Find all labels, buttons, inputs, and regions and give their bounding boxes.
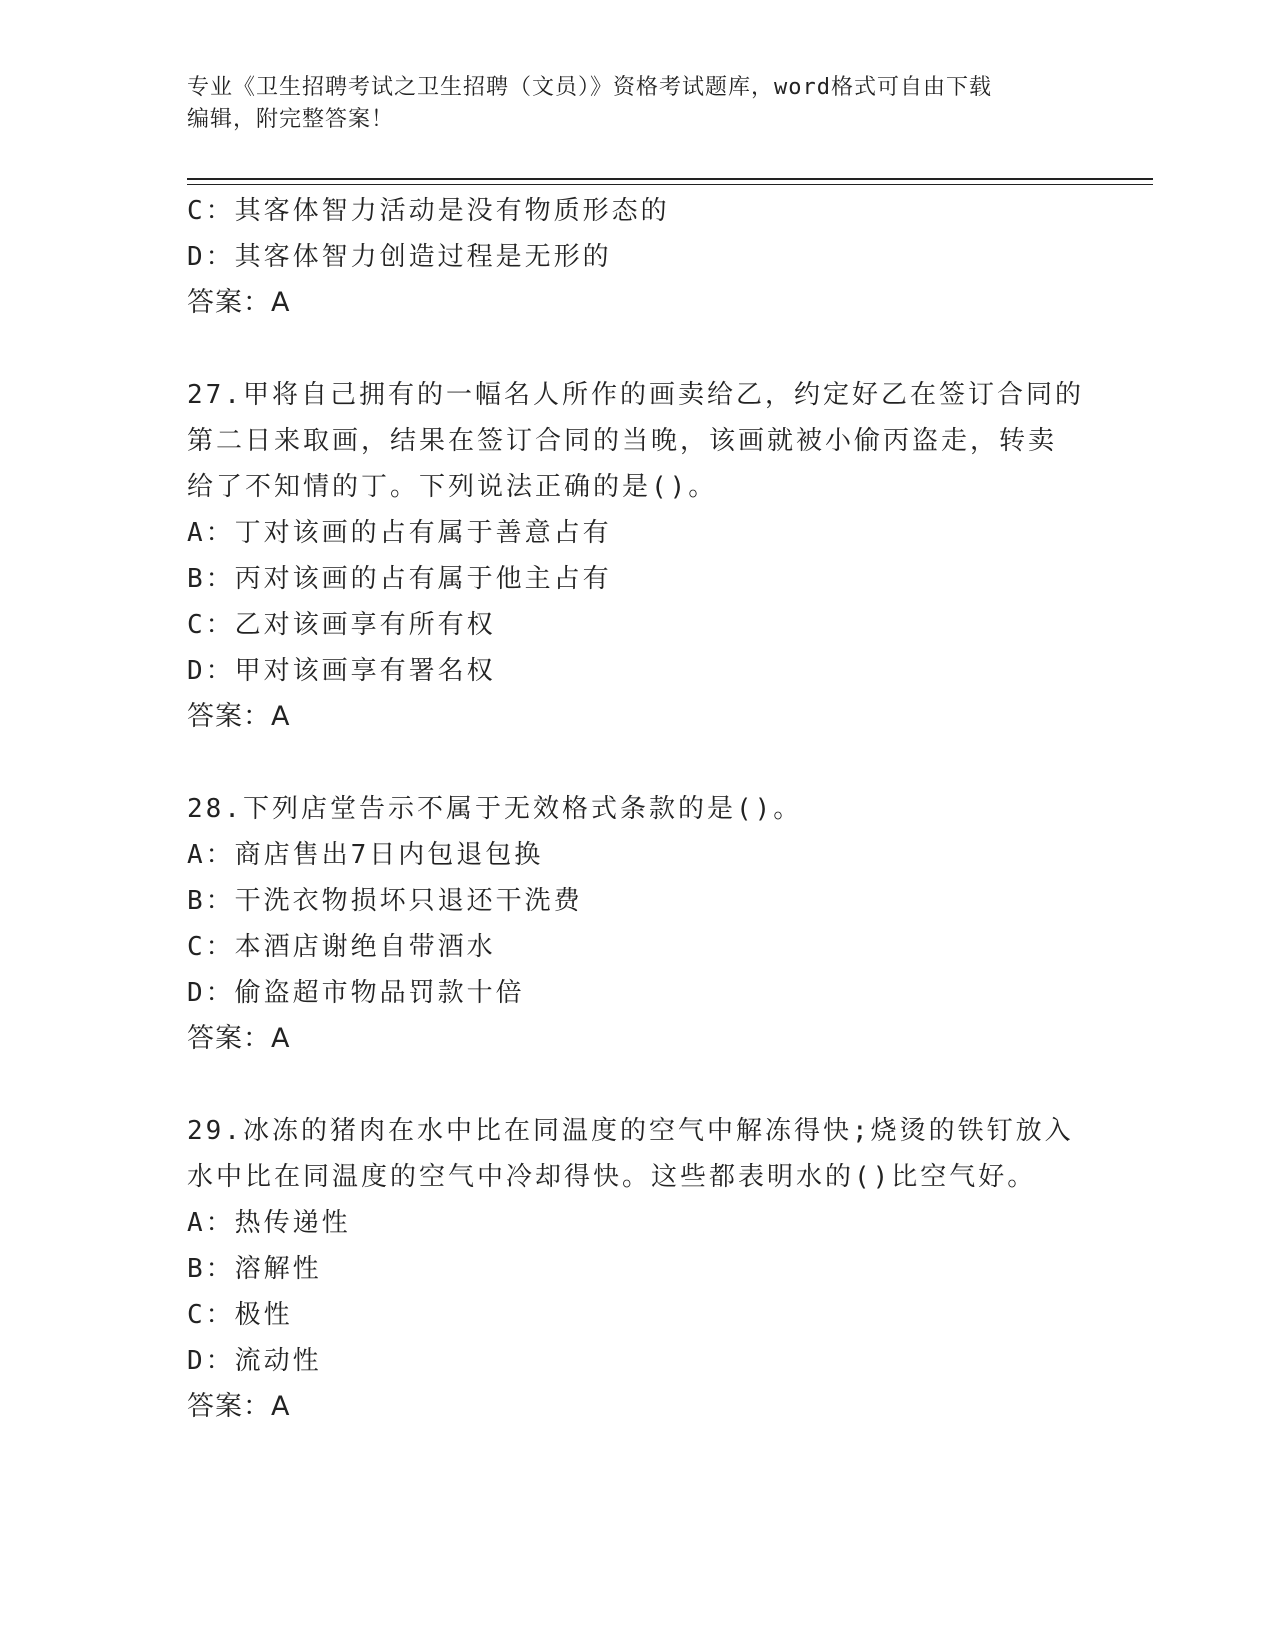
option-a: A：丁对该画的占有属于善意占有 (187, 518, 612, 548)
option-c: C：本酒店谢绝自带酒水 (187, 932, 496, 962)
header-line-2: 编辑，附完整答案！ (187, 107, 395, 132)
header-rule-thick (187, 178, 1153, 180)
question-text-line-1: 29.冰冻的猪肉在水中比在同温度的空气中解冻得快;烧烫的铁钉放入 (187, 1116, 1074, 1146)
option-c: C：其客体智力活动是没有物质形态的 (187, 196, 670, 226)
question-29 (187, 1108, 1087, 1430)
answer-line: 答案：A (187, 701, 291, 732)
header-rule-thin (187, 184, 1153, 185)
question-text-line-1: 28.下列店堂告示不属于无效格式条款的是()。 (187, 794, 803, 824)
question-text-line-3: 给了不知情的丁。下列说法正确的是()。 (187, 472, 718, 502)
spacer (187, 326, 1087, 372)
option-d: D：甲对该画享有署名权 (187, 656, 496, 686)
answer-line: 答案：A (187, 1391, 291, 1422)
header-line-1: 专业《卫生招聘考试之卫生招聘（文员）》资格考试题库，word格式可自由下载 (187, 75, 992, 100)
option-b: B：溶解性 (187, 1254, 322, 1284)
question-27 (187, 372, 1087, 740)
option-c: C：极性 (187, 1300, 293, 1330)
spacer (187, 1062, 1087, 1108)
spacer (187, 740, 1087, 786)
answer-line: 答案：A (187, 287, 291, 318)
question-text-line-2: 水中比在同温度的空气中冷却得快。这些都表明水的()比空气好。 (187, 1162, 1037, 1192)
option-d: D：偷盗超市物品罚款十倍 (187, 978, 525, 1008)
question-28 (187, 786, 1087, 1062)
option-b: B：丙对该画的占有属于他主占有 (187, 564, 612, 594)
document-header (187, 72, 1067, 136)
option-d: D：其客体智力创造过程是无形的 (187, 242, 612, 272)
question-list (187, 188, 1087, 1430)
question-prev (187, 188, 1087, 326)
option-a: A：商店售出7日内包退包换 (187, 840, 544, 870)
option-b: B：干洗衣物损坏只退还干洗费 (187, 886, 583, 916)
question-text-line-2: 第二日来取画，结果在签订合同的当晚，该画就被小偷丙盗走，转卖 (187, 426, 1058, 456)
option-c: C：乙对该画享有所有权 (187, 610, 496, 640)
option-d: D：流动性 (187, 1346, 322, 1376)
question-text-line-1: 27.甲将自己拥有的一幅名人所作的画卖给乙，约定好乙在签订合同的 (187, 380, 1084, 410)
answer-line: 答案：A (187, 1023, 291, 1054)
option-a: A：热传递性 (187, 1208, 351, 1238)
